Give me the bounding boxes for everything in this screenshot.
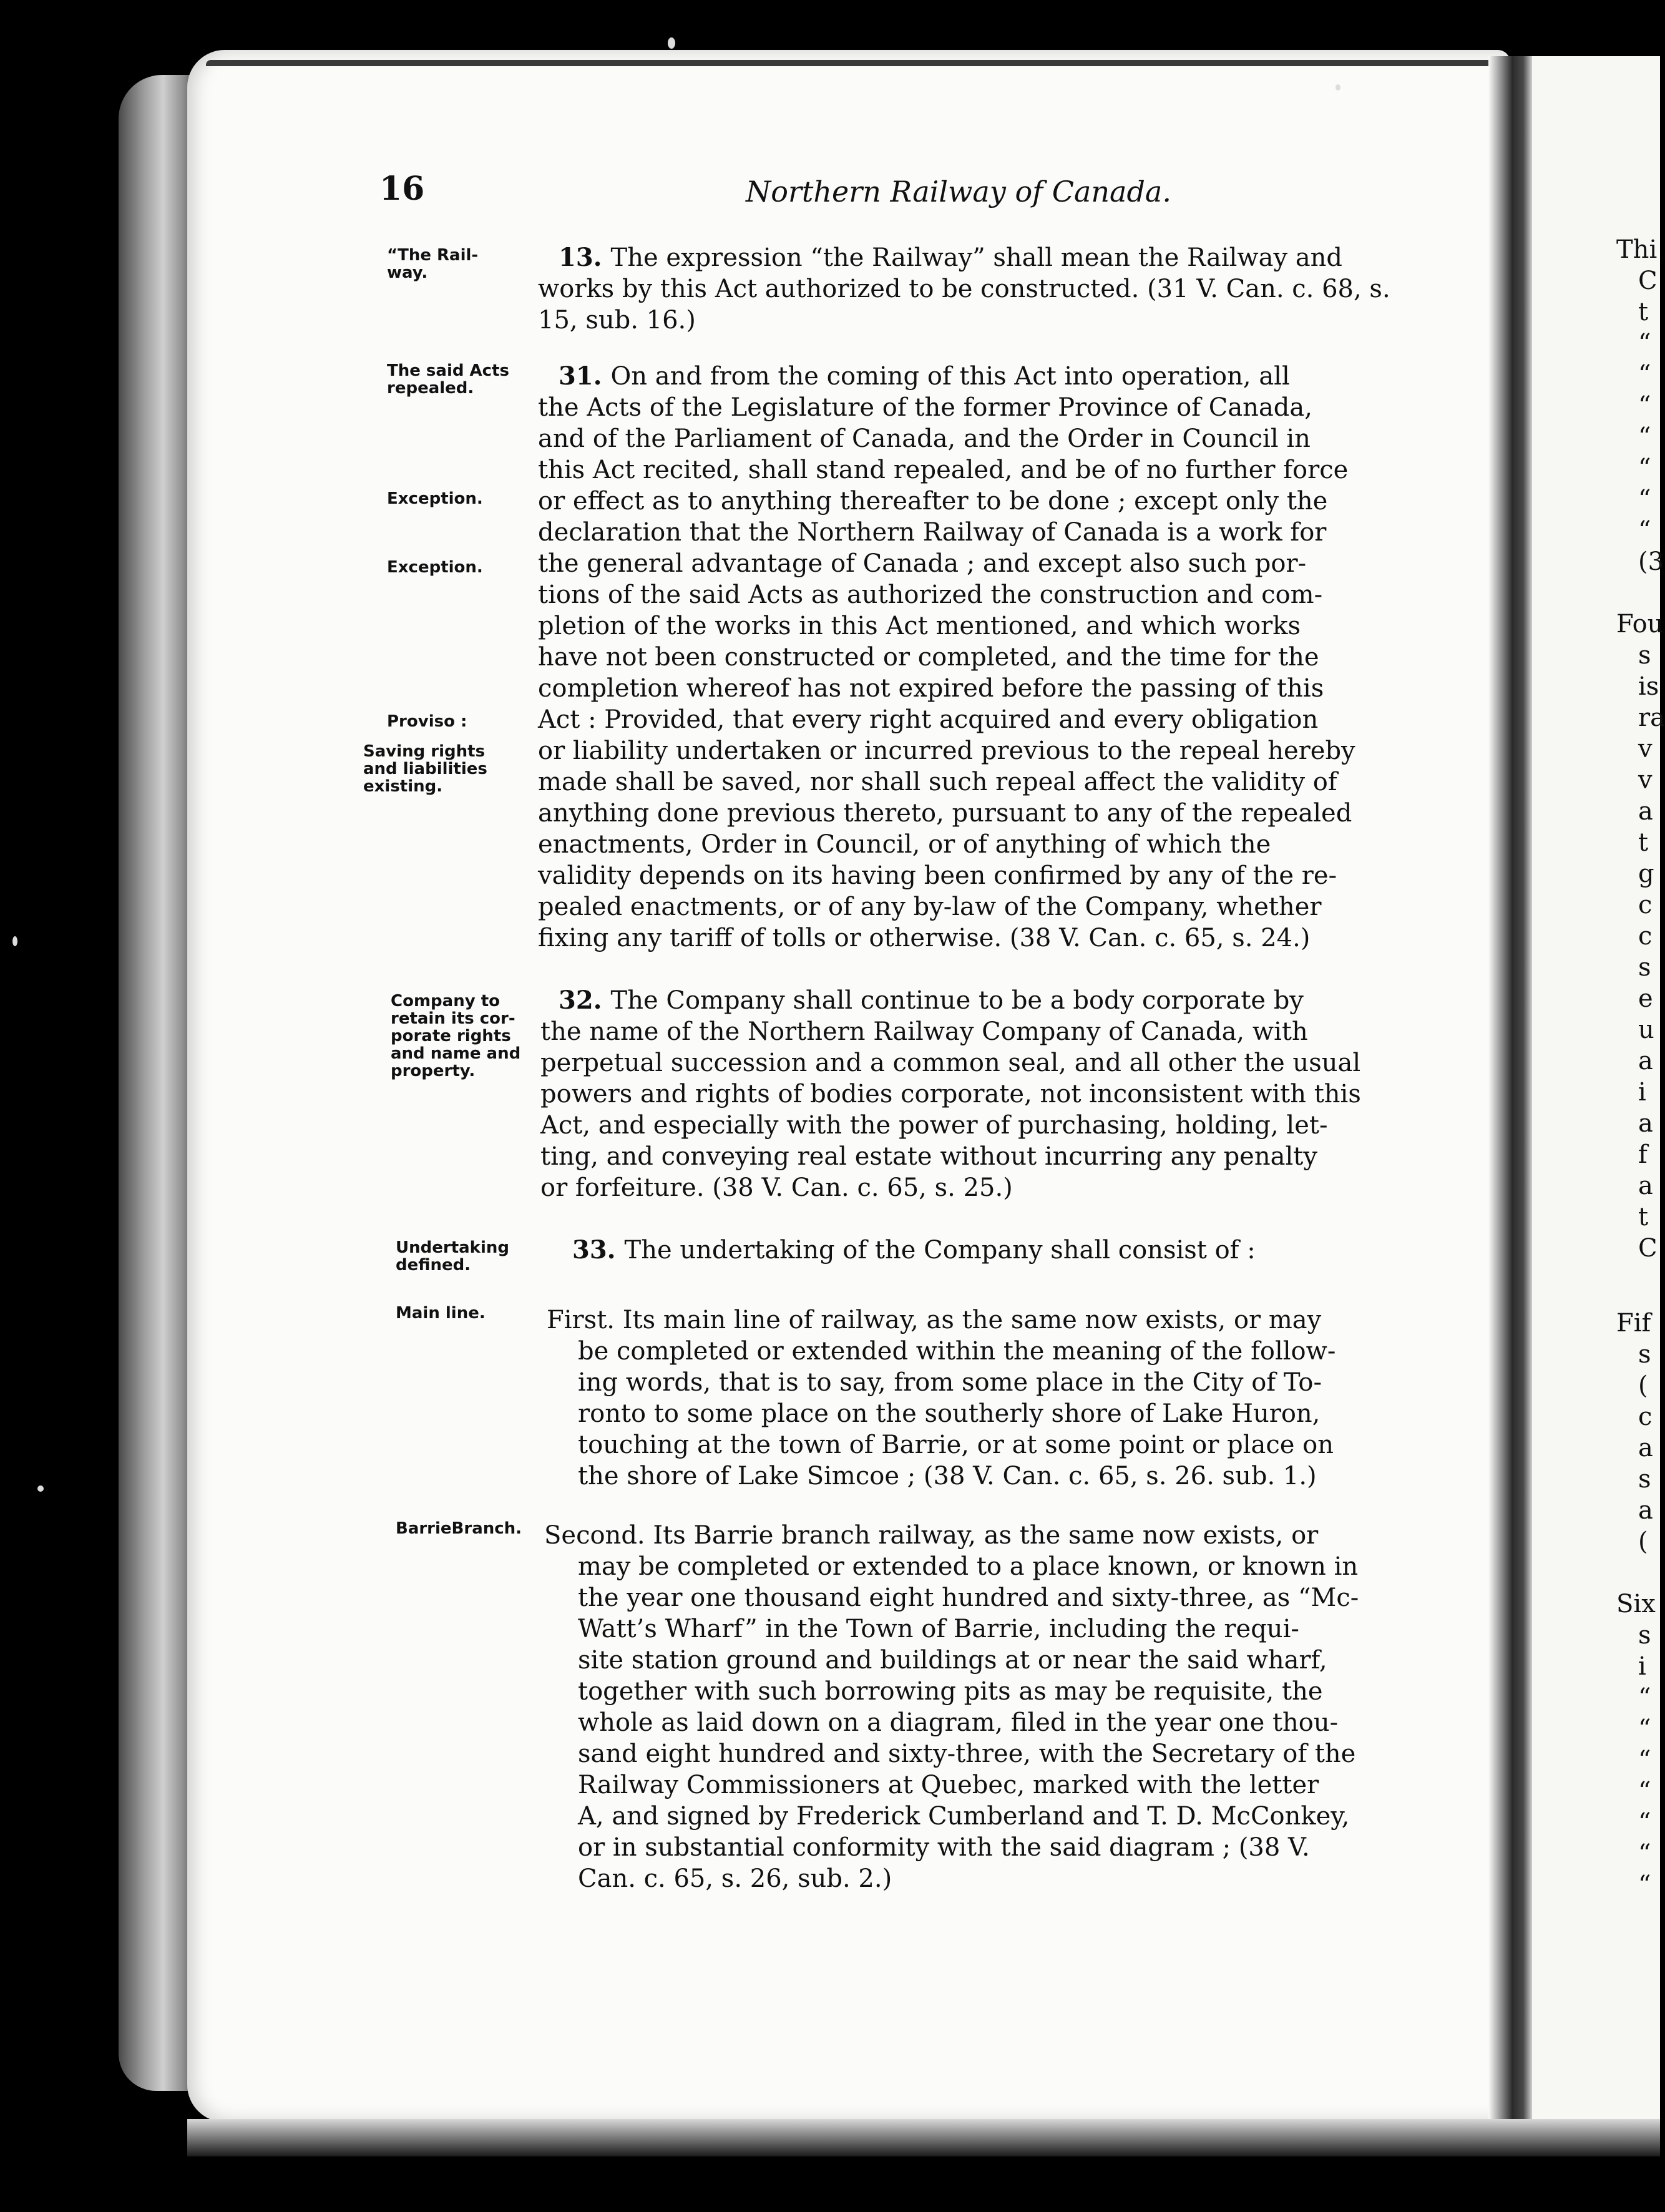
text-line: ing words, that is to say, from some place in the City of To-	[578, 1368, 1322, 1397]
facing-page-fragment: s	[1638, 641, 1651, 670]
facing-page-fragment: a	[1638, 797, 1653, 826]
facing-page-fragment: Thi	[1616, 235, 1658, 264]
text-line: Second. Its Barrie branch railway, as the same now exists, or	[544, 1521, 1319, 1550]
facing-page-fragment: g	[1638, 859, 1654, 888]
text-line: or forfeiture. (38 V. Can. c. 65, s. 25.)	[540, 1173, 1013, 1202]
text-line: works by this Act authorized to be constructed. (31 V. Can. c. 68, s.	[538, 275, 1390, 303]
text-line: 31. On and from the coming of this Act into operation, all	[559, 361, 1290, 391]
book-gutter	[1488, 56, 1532, 2153]
facing-page-fragment: (	[1638, 1371, 1648, 1400]
facing-page-fragment: s	[1638, 953, 1651, 982]
text-line: Act, and especially with the power of purchasing, holding, let-	[540, 1111, 1328, 1140]
facing-page-fragment: t	[1638, 828, 1649, 857]
margin-note: Proviso :	[387, 712, 467, 731]
facing-page-fragment: Six	[1616, 1590, 1656, 1618]
facing-page-fragment: “	[1638, 485, 1651, 514]
text-line: declaration that the Northern Railway of Canada is a work for	[538, 518, 1327, 547]
margin-note: The said Acts repealed.	[387, 361, 509, 398]
facing-page-fragment: “	[1638, 1808, 1651, 1837]
text-line: site station ground and buildings at or near the said wharf,	[578, 1646, 1327, 1675]
text-line: made shall be saved, nor shall such repeal affect the validity of	[538, 768, 1337, 796]
text-line: perpetual succession and a common seal, and all other the usual	[540, 1049, 1361, 1077]
page-top-edge	[206, 60, 1510, 66]
facing-page-fragment: v	[1638, 766, 1653, 795]
text-line: whole as laid down on a diagram, filed in the year one thou-	[578, 1708, 1339, 1737]
section-number: 32.	[559, 986, 611, 1015]
margin-note: Exception.	[387, 489, 483, 508]
text-line: validity depends on its having been confirmed by any of the re-	[538, 861, 1337, 890]
page-bottom-edge	[187, 2119, 1660, 2156]
text-line: ronto to some place on the southerly shore of Lake Huron,	[578, 1399, 1321, 1428]
section-number: 33.	[572, 1235, 625, 1265]
text-line: First. Its main line of railway, as the same now exists, or may	[547, 1306, 1322, 1334]
text-line: 33. The undertaking of the Company shall consist of :	[572, 1235, 1256, 1265]
facing-page-fragment: a	[1638, 1434, 1653, 1462]
facing-page-fragment: “	[1638, 1746, 1651, 1774]
text-line: powers and rights of bodies corporate, not inconsistent with this	[540, 1080, 1361, 1108]
facing-page-fragment: “	[1638, 454, 1651, 482]
facing-page-fragment: C	[1638, 267, 1658, 295]
text-line: Watt’s Wharf” in the Town of Barrie, including the requi-	[578, 1615, 1299, 1643]
text-line: A, and signed by Frederick Cumberland and T. D. McConkey,	[578, 1802, 1350, 1831]
facing-page-fragment: Fou	[1616, 610, 1664, 639]
margin-note: Saving rights and liabilities existing.	[363, 742, 487, 796]
facing-page-fragment: f	[1638, 1140, 1648, 1169]
text-line: and of the Parliament of Canada, and the Order in Council in	[538, 424, 1311, 453]
facing-page-fragment: “	[1638, 1683, 1651, 1712]
facing-page-fragment: s	[1638, 1465, 1651, 1494]
facing-page-fragment: v	[1638, 735, 1653, 763]
text-line: anything done previous thereto, pursuant to any of the repealed	[538, 799, 1352, 828]
section-number: 13.	[559, 243, 611, 272]
margin-note: Undertaking defined.	[396, 1238, 509, 1275]
text-line: enactments, Order in Council, or of anything of which the	[538, 830, 1271, 859]
text-line: Railway Commissioners at Quebec, marked with the letter	[578, 1771, 1319, 1799]
text-line: completion whereof has not expired before the passing of this	[538, 674, 1324, 703]
text-line: together with such borrowing pits as may be requisite, the	[578, 1677, 1323, 1706]
facing-page-fragment: c	[1638, 922, 1653, 951]
speck	[37, 1485, 44, 1492]
facing-page-fragment: “	[1638, 1715, 1651, 1743]
speck	[668, 37, 675, 49]
facing-page-fragment: u	[1638, 1015, 1654, 1044]
text-line: pealed enactments, or of any by-law of the Company, whether	[538, 893, 1322, 921]
text-line: or in substantial conformity with the said diagram ; (38 V.	[578, 1833, 1310, 1862]
text-line: have not been constructed or completed, and the time for the	[538, 643, 1319, 672]
facing-page-fragment: “	[1638, 1839, 1651, 1868]
text-line: the year one thousand eight hundred and sixty-three, as “Mc-	[578, 1583, 1359, 1612]
text-line: 13. The expression “the Railway” shall mean the Railway and	[559, 243, 1343, 272]
text-line: pletion of the works in this Act mentioned, and which works	[538, 612, 1301, 640]
facing-page-fragment: s	[1638, 1340, 1651, 1369]
text-line: the shore of Lake Simcoe ; (38 V. Can. c. 65, s. 26. sub. 1.)	[578, 1462, 1317, 1490]
section-number: 31.	[559, 361, 611, 391]
facing-page-fragment: s	[1638, 1621, 1651, 1650]
text-line: the name of the Northern Railway Company of Canada, with	[540, 1017, 1308, 1046]
text-line: 15, sub. 16.)	[538, 306, 696, 335]
text-line: 32. The Company shall continue to be a body corporate by	[559, 986, 1304, 1015]
text-line: the Acts of the Legislature of the former Province of Canada,	[538, 393, 1312, 422]
facing-page-fragment: e	[1638, 984, 1653, 1013]
text-line: or effect as to anything thereafter to be done ; except only the	[538, 487, 1328, 516]
facing-page-fragment: “	[1638, 329, 1651, 358]
text-line: sand eight hundred and sixty-three, with the Secretary of the	[578, 1740, 1356, 1768]
text-line: tions of the said Acts as authorized the construction and com-	[538, 580, 1323, 609]
margin-note: “The Rail- way.	[387, 246, 479, 282]
facing-page-fragment: a	[1638, 1047, 1653, 1075]
running-title: Northern Railway of Canada.	[746, 175, 1171, 208]
facing-page-fragment: t	[1638, 1203, 1649, 1231]
facing-page-fragment: C	[1638, 1234, 1658, 1263]
speck	[1335, 84, 1340, 91]
facing-page-fragment: “	[1638, 1871, 1651, 1899]
facing-page-fragment: “	[1638, 360, 1651, 389]
facing-page-fragment: “	[1638, 391, 1651, 420]
margin-note: Company to retain its cor- porate rights and name and property.	[391, 992, 521, 1080]
facing-page-fragment: i	[1638, 1078, 1646, 1107]
facing-page-fragment: (	[1638, 1527, 1648, 1556]
facing-page-fragment: “	[1638, 1777, 1651, 1806]
margin-note: BarrieBranch.	[396, 1519, 522, 1538]
speck	[12, 936, 17, 946]
text-line: Act : Provided, that every right acquired and every obligation	[538, 705, 1319, 734]
text-line: touching at the town of Barrie, or at some point or place on	[578, 1431, 1334, 1459]
facing-page-fragment: (3	[1638, 547, 1664, 576]
facing-page-fragment: i	[1638, 1652, 1646, 1681]
facing-page-fragment: a	[1638, 1109, 1653, 1138]
facing-page-fragment: “	[1638, 423, 1651, 451]
facing-page-fragment: ra	[1638, 703, 1665, 732]
text-line: this Act recited, shall stand repealed, and be of no further force	[538, 456, 1349, 484]
text-line: Can. c. 65, s. 26, sub. 2.)	[578, 1864, 892, 1893]
page-number: 16	[379, 170, 425, 208]
facing-page-fragment: “	[1638, 516, 1651, 545]
facing-page-fragment: c	[1638, 891, 1653, 919]
facing-page-fragment: a	[1638, 1172, 1653, 1200]
text-line: the general advantage of Canada ; and except also such por-	[538, 549, 1307, 578]
text-line: or liability undertaken or incurred previous to the repeal hereby	[538, 737, 1355, 765]
margin-note: Main line.	[396, 1304, 486, 1323]
facing-page-fragment: c	[1638, 1402, 1653, 1431]
text-line: ting, and conveying real estate without incurring any penalty	[540, 1142, 1317, 1171]
facing-page-fragment: is	[1638, 672, 1659, 701]
text-line: be completed or extended within the meaning of the follow-	[578, 1337, 1336, 1366]
text-line: may be completed or extended to a place known, or known in	[578, 1552, 1359, 1581]
text-line: fixing any tariff of tolls or otherwise. (38 V. Can. c. 65, s. 24.)	[538, 924, 1311, 952]
facing-page-fragment: a	[1638, 1496, 1653, 1525]
facing-page-fragment: t	[1638, 298, 1649, 326]
facing-page-fragment: Fif	[1616, 1309, 1651, 1338]
margin-note: Exception.	[387, 558, 483, 577]
